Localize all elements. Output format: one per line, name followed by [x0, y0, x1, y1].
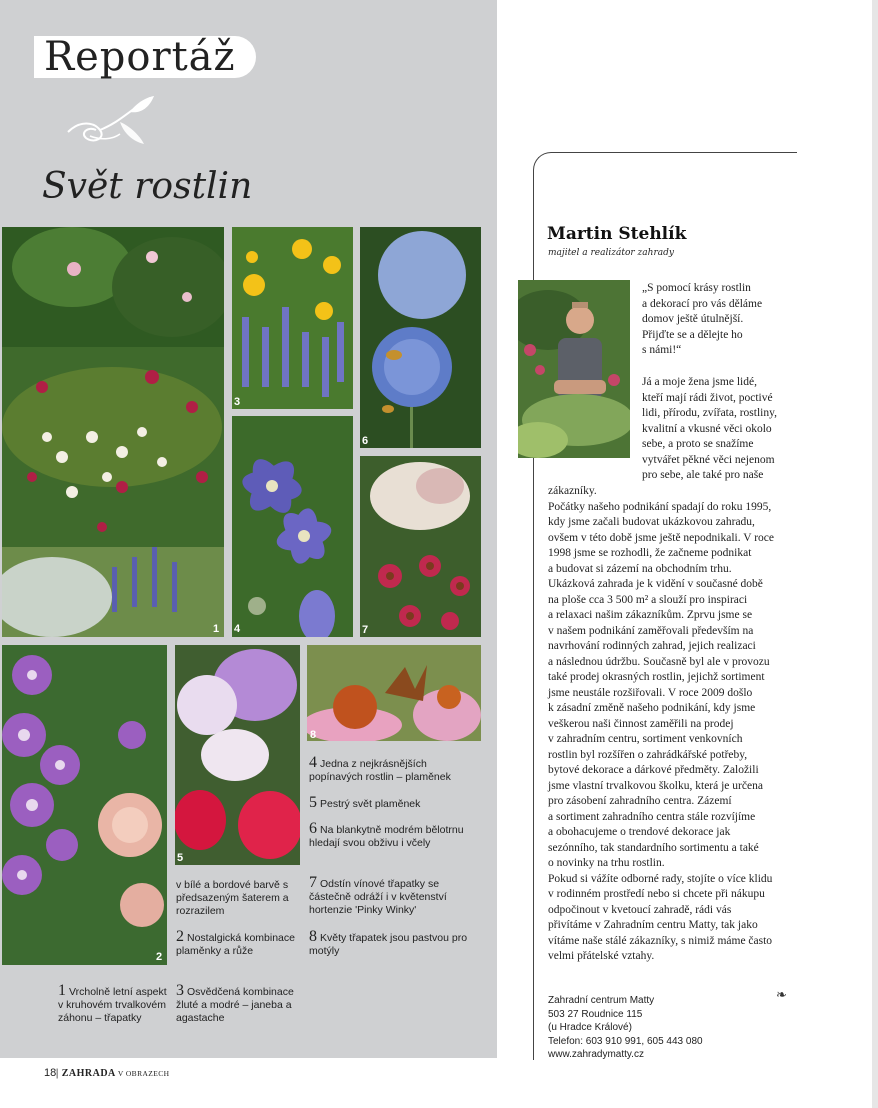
contact-website[interactable]: www.zahradymatty.cz: [548, 1049, 644, 1060]
caption-4: [309, 756, 479, 784]
clematis-photo: [232, 416, 353, 637]
photo-number: 2: [156, 951, 163, 963]
garden-echinacea-photo: [2, 227, 224, 637]
contact-address: 503 27 Roudnice 115: [548, 1008, 643, 1020]
caption-number: 4: [309, 754, 317, 771]
contact-phone: Telefon: 603 910 991, 605 443 080: [548, 1035, 703, 1047]
caption-number: 7: [309, 874, 317, 891]
photo-number: 7: [362, 624, 369, 636]
caption-2: [176, 930, 296, 958]
caption-5-continued: v bílé a bordové barvě s předsazeným šaterem a rozrazilem: [176, 879, 289, 917]
caption-8: [309, 930, 479, 958]
author-quote: „S pomocí krásy rostlin a dekorací pro vás děláme domov ještě útulnější. Přijďte se a dělejte ho s námi!“: [642, 282, 763, 356]
caption-6: [309, 822, 479, 850]
photo-number: 1: [213, 623, 220, 635]
caption-text: Na blankytně modrém bělotrnu hledají svou obživu i včely: [309, 824, 464, 849]
contact-info: [548, 994, 768, 1062]
caption-number: 2: [176, 928, 184, 945]
caption-3: [176, 984, 298, 1025]
photo-number: 3: [234, 396, 241, 408]
caption-1: [58, 984, 170, 1025]
caption-number: 3: [176, 982, 184, 999]
butterfly-echinacea-photo: [307, 645, 481, 741]
photo-number: 4: [234, 623, 241, 635]
echinops-bees-photo: [360, 227, 481, 448]
caption-text: Jedna z nejkrásnějších popínavých rostlin – plaměnek: [309, 758, 451, 783]
caption-text: Nostalgická kombinace plaměnky a růže: [176, 932, 295, 957]
yellow-agastache-photo: [232, 227, 353, 409]
caption-text: Odstín vínové třapatky se částečně odráží i v květenství hortenzie 'Pinky Winky': [309, 878, 447, 916]
caption-text: Květy třapatek jsou pastvou pro motýly: [309, 932, 468, 957]
hydrangea-echinacea-photo: [360, 456, 481, 637]
body-text: zákazníky. Počátky našeho podnikání spadají do roku 1995, kdy jsme začali budovat ukázkovou zahradu, ovšem v této době jsme ještě nepodnikali. V roce 1998 jsme se rozhodli, že začneme podnikat a budovat si zázemí na obchodním trhu. Ukázková zahrada je k vidění v současné době na ploše cca 3 500 m² a slouží pro inspiraci a relaxaci našim zákazníkům. Zprvu jsme se v našem podnikání zaměřovali především na navrhování rodinných zahrad, jejich realizaci a následnou údržbu. Současně byl ale v provozu také prodej okrasných rostlin, jejichž sortiment jsme neustále rozšiřovali. V roce 2009 došlo k zásadní změně našeho podnikání, kdy jsme veškerou naši činnost zaměřili na prodej v zahradním centru, sortiment venkovních rostlin byl rozšířen o zahrádkářské potřeby, bytové dekorace a dárkové předměty. Založili jsme vlastní trvalkovou školku, která je určena pro zásobení zahradního centra. Zázemí a sortiment zahradního centra stále rozvíjíme a obohacujeme o trendové dekorace jak sezónního, tak standardního sortimentu a také o novinky na trhu rostlin. Pokud si vážíte odborné rady, stojíte o více klidu v rodinném prostředí nebo si chcete při nákupu odpočinout v kvetoucí zahradě, rádi vás přivítáme v Zahradním centru Matty, tak jako vítáme naše stálé zákazníky, s nimiž máme často velmi přátelské vztahy.: [548, 485, 775, 962]
page-number: 18: [44, 1067, 57, 1079]
photo-number: 8: [310, 729, 317, 741]
phlox-mix-photo: [175, 645, 300, 865]
contact-region: (u Hradce Králové): [548, 1022, 632, 1033]
caption-text: Pestrý svět plaměnek: [320, 798, 421, 810]
author-role: majitel a realizátor zahrady: [548, 248, 674, 258]
section-title: Reportáž: [44, 34, 236, 80]
caption-text: Osvědčená kombinace žluté a modré – janeba a agastache: [176, 986, 294, 1024]
caption-number: 1: [58, 982, 66, 999]
photo-number: 6: [362, 435, 369, 447]
author-name: Martin Stehlík: [547, 224, 687, 244]
leaf-ornament-icon: [60, 92, 160, 148]
fleuron-icon: ❧: [776, 988, 787, 1003]
caption-7: [309, 876, 479, 917]
page-title: Svět rostlin: [42, 166, 253, 207]
intro-text: Já a moje žena jsme lidé, kteří mají rádi život, poctivé lidi, přírodu, zvířata, rostliny, kvalitní a vkusné věci okolo sebe, a proto se snažíme vytvářet pěkné věci nejenom pro sebe, ale také pro naše: [642, 376, 777, 481]
magazine-subtitle: V OBRAZECH: [115, 1069, 170, 1078]
contact-company: Zahradní centrum Matty: [548, 995, 655, 1006]
caption-number: 6: [309, 820, 317, 837]
caption-text: Vrcholně letní aspekt v kruhovém trvalkovém záhonu – třapatky: [58, 986, 167, 1024]
caption-5: [309, 796, 479, 811]
caption-number: 5: [309, 794, 317, 811]
caption-number: 8: [309, 928, 317, 945]
author-photo: [518, 280, 630, 458]
page-edge: [872, 0, 878, 1108]
magazine-name: [56, 1068, 169, 1079]
photo-number: 5: [177, 852, 184, 864]
magazine-title: | ZAHRADA: [56, 1068, 116, 1079]
phlox-rose-photo: [2, 645, 167, 965]
